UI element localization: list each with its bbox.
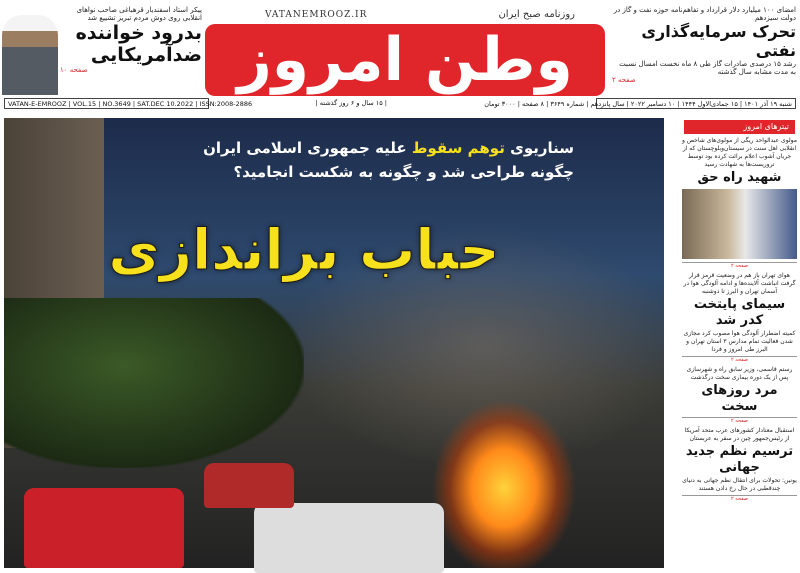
- hero-headline: حباب براندازی: [108, 218, 500, 283]
- masthead: [205, 8, 605, 96]
- sidebar-headline[interactable]: مرد روزهای سخت: [701, 383, 778, 414]
- trees: [4, 298, 304, 468]
- portrait-photo: [2, 15, 58, 95]
- right-story-headline: تحرک سرمایه‌گذاری نفتی: [641, 22, 796, 60]
- right-story-sub: رشد ۱۵ درصدی صادرات گاز طی ۸ ماه نخست امسال نسبت به مدت مشابه سال گذشته: [619, 60, 796, 76]
- sidebar: [682, 118, 797, 505]
- left-story[interactable]: [60, 6, 202, 74]
- sidebar-note: هوای تهران باز هم در وضعیت قرمز قرار گرفت انباشت آلاینده‌ها و ادامه آلودگی هوا در آسمان تهران و البرز تا دوشنبه: [683, 272, 796, 295]
- right-story[interactable]: [612, 6, 796, 84]
- sidebar-headline[interactable]: شهید راه حق: [697, 170, 782, 185]
- sidebar-note: استقبال معنادار کشورهای عرب متحد آمریکا از رئیس‌جمهور چین در سفر به عربستان: [684, 427, 795, 442]
- car: [204, 463, 294, 508]
- hero-photo[interactable]: [4, 118, 664, 568]
- page-ref: صفحه ۲: [682, 495, 797, 503]
- site-url: VATANEMROOZ.IR: [265, 10, 368, 20]
- sidebar-tag: تیترهای امروز: [684, 120, 795, 134]
- page-ref: صفحه ۲: [682, 417, 797, 425]
- sidebar-note: یونین: تحولات برای انتقال نظم جهانی به دنیای چندقطبی در حال رخ دادن هستند: [682, 477, 797, 492]
- right-story-kicker: امضای ۱۰۰ میلیارد دلار قرارداد و تفاهم‌نامه حوزه نفت و گاز در دولت سیزدهم: [613, 6, 796, 22]
- left-story-headline: بدرود خواننده ضدآمریکایی: [75, 22, 202, 66]
- sidebar-headline[interactable]: سیمای پایتخت کدر شد: [693, 297, 786, 328]
- car: [24, 488, 184, 568]
- sidebar-note: رستم قاسمی، وزیر سابق راه و شهرسازی پس از یک دوره بیماری سخت درگذشت: [686, 366, 793, 381]
- info-bar-latin: VATAN-E-EMROOZ | VOL.15 | NO.3649 | SAT.DEC 10.2022 | ISSN:2008-2886: [4, 98, 209, 109]
- page-ref: صفحه ۲: [682, 262, 797, 270]
- sidebar-headline[interactable]: ترسیم نظم جدید جهانی: [685, 444, 794, 475]
- clerics-photo: [682, 189, 797, 259]
- info-bar-mid: | ۱۵ سال و ۶ روز گذشته |: [315, 99, 387, 107]
- hero-subheadline: سناریوی توهم سقوط علیه جمهوری اسلامی ایران چگونه طراحی شد و چگونه به شکست انجامید؟: [203, 139, 574, 181]
- sidebar-note: مولوی عبدالواحد ریگی از مولوی‌های شاخص و انقلابی اهل سنت در سیستان‌وبلوچستان که از جریان آشوب اعلام برائت کرده بود توسط تروریست‌ها به شهادت رسید: [682, 137, 797, 168]
- tagline: روزنامه صبح ایران: [498, 9, 575, 20]
- car: [254, 503, 444, 573]
- left-story-kicker: پیکر استاد اسفندیار قرهباغی صاحب نواهای انقلابی روی دوش مردم تبریز تشییع شد: [76, 6, 202, 22]
- sidebar-note: کمیته اضطرار آلودگی هوا مصوب کرد مجازی شدن فعالیت تمام مدارس ۳ استان تهران و البرز طی امروز و فردا: [683, 330, 796, 353]
- info-bar-persian: شنبه ۱۹ آذر ۱۴۰۱ | ۱۵ جمادی‌الاول ۱۴۴۴ | ۱۰ دسامبر ۲۰۲۲ | سال پانزدهم | شماره ۳۶۴۹ | ۸ صفحه | ۳۰۰۰ تومان: [596, 98, 796, 109]
- page-ref: صفحه ۲: [682, 356, 797, 364]
- right-story-page: صفحه ۲: [612, 76, 636, 84]
- left-story-page: صفحه ۱۰: [60, 66, 88, 74]
- logo: وطن امروز: [205, 24, 605, 96]
